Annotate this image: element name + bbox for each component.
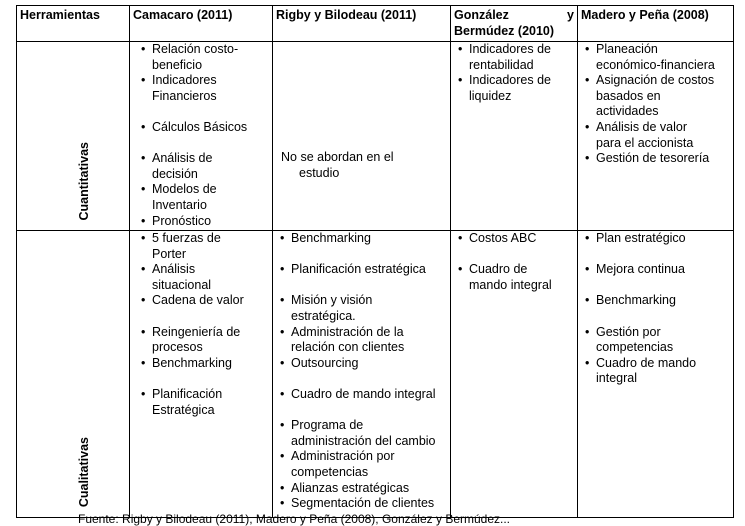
bullet-icon: • [280, 293, 285, 308]
list-item-text: económico-financiera [596, 57, 715, 72]
list-item-text: Relación costo- [152, 42, 239, 56]
list-item [578, 293, 733, 309]
list-item [273, 481, 450, 497]
list-item-text: Mejora continua [596, 262, 685, 277]
bullet-icon: • [141, 324, 146, 339]
list-item [273, 387, 450, 403]
list-item-text: Cálculos Básicos [152, 119, 248, 134]
list-item-text: Alianzas estratégicas [291, 480, 410, 495]
bullet-icon: • [141, 386, 146, 401]
list-item [578, 42, 733, 73]
list-item [451, 73, 577, 104]
list-item-text: relación con clientes [291, 340, 405, 355]
header-gonzalez: González y Bermúdez (2010) [451, 6, 578, 42]
list-item-text: integral [596, 371, 637, 386]
header-row [17, 6, 734, 42]
list-item [134, 387, 272, 418]
list-item [578, 151, 733, 167]
list-item-text: situacional [152, 277, 212, 292]
list-item [134, 73, 272, 104]
list-item [134, 356, 272, 372]
list-item-text: Benchmarking [152, 355, 232, 370]
list-item-text: Estratégica [152, 402, 215, 417]
list-item-text: Administración por [291, 449, 395, 464]
list-item [273, 418, 450, 449]
list-item [451, 231, 577, 247]
bullet-icon: • [141, 119, 146, 134]
list-item-text: Indicadores de [469, 42, 552, 56]
list-item-text: Análisis de valor [596, 119, 688, 134]
list-item [578, 120, 733, 151]
bullet-icon: • [280, 262, 285, 277]
list-item-text: 5 fuerzas de [152, 231, 221, 245]
list-item-text: Financieros [152, 88, 217, 103]
list-item [134, 325, 272, 356]
list-item [273, 262, 450, 278]
bullet-icon: • [585, 73, 590, 88]
list-item-text: Outsourcing [291, 355, 359, 370]
bullet-icon: • [280, 355, 285, 370]
list-item [273, 231, 450, 247]
list-item-text: Programa de [291, 418, 364, 433]
list-item-text: Modelos de [152, 182, 217, 197]
list-item-text: Cuadro de [469, 262, 528, 277]
list-item-text: Indicadores de [469, 73, 552, 88]
list-item [273, 293, 450, 324]
cell-cual-rigby [273, 231, 451, 518]
header-madero: Madero y Peña (2008) [578, 6, 734, 42]
row-cualitativas [17, 231, 734, 518]
list-item [134, 120, 272, 136]
list-item-text: Planificación estratégica [291, 262, 426, 277]
tools-table [16, 5, 734, 518]
list-item-text: Reingeniería de [152, 324, 241, 339]
list-item-text: decisión [152, 166, 198, 181]
list-item [273, 496, 450, 512]
header-rigby: Rigby y Bilodeau (2011) [273, 6, 451, 42]
bullet-icon: • [280, 231, 285, 245]
row-label-cell [17, 42, 130, 231]
bullet-icon: • [141, 182, 146, 197]
bullet-icon: • [141, 293, 146, 308]
list-item-text: procesos [152, 340, 203, 355]
row-label-cuantitativas: Cuantitativas [76, 141, 91, 220]
header-camacaro: Camacaro (2011) [130, 6, 273, 42]
list-item-text: Planificación [152, 386, 223, 401]
list-item [134, 214, 272, 230]
list-item-text: liquidez [469, 88, 512, 103]
cell-cuant-rigby: No se abordan en el estudio [273, 42, 451, 231]
list-item-text: administración del cambio [291, 433, 436, 448]
row-label-cualitativas: Cualitativas [76, 436, 91, 507]
list-item-text: actividades [596, 104, 659, 119]
list-item [578, 262, 733, 278]
row-cuantitativas [17, 42, 734, 231]
bullet-icon: • [141, 151, 146, 166]
cell-cual-madero [578, 231, 734, 518]
bullet-icon: • [585, 151, 590, 166]
list-item [578, 356, 733, 387]
list-item-text: Cuadro de mando integral [291, 386, 436, 401]
bullet-icon: • [585, 293, 590, 308]
list-item-text: Indicadores [152, 73, 217, 88]
list-item-text: competencias [596, 340, 674, 355]
list-item [134, 151, 272, 182]
list-item-text: rentabilidad [469, 57, 534, 72]
bullet-icon: • [280, 496, 285, 511]
list-item-text: beneficio [152, 57, 203, 72]
cell-cual-camacaro [130, 231, 273, 518]
list-item [134, 182, 272, 213]
list-item-text: Gestión por [596, 324, 661, 339]
list-item [134, 293, 272, 309]
cell-cuant-gonzalez [451, 42, 578, 231]
list-item-text: Cadena de valor [152, 293, 244, 308]
list-item [578, 73, 733, 120]
list-item [134, 231, 272, 262]
list-item-text: Plan estratégico [596, 231, 686, 245]
list-item-text: Administración de la [291, 324, 404, 339]
list-item [273, 325, 450, 356]
list-item-text: Benchmarking [291, 231, 371, 245]
bullet-icon: • [280, 418, 285, 433]
bullet-icon: • [280, 386, 285, 401]
list-item-text: Inventario [152, 197, 207, 212]
list-item-text: competencias [291, 464, 369, 479]
list-item [578, 231, 733, 247]
bullet-icon: • [585, 355, 590, 370]
cell-cuant-camacaro [130, 42, 273, 231]
bullet-icon: • [458, 231, 463, 245]
list-item-text: Costos ABC [469, 231, 537, 245]
bullet-icon: • [458, 73, 463, 88]
list-item [134, 42, 272, 73]
bullet-icon: • [585, 231, 590, 245]
list-item-text: para el accionista [596, 135, 694, 150]
bullet-icon: • [141, 213, 146, 228]
cell-cual-gonzalez [451, 231, 578, 518]
bullet-icon: • [141, 262, 146, 277]
list-item [273, 356, 450, 372]
row-label-cell [17, 231, 130, 518]
bullet-icon: • [458, 42, 463, 56]
cell-cuant-madero [578, 42, 734, 231]
list-item-text: Análisis [152, 262, 196, 277]
list-item [451, 42, 577, 73]
list-item-text: Pronóstico [152, 213, 212, 228]
list-item [451, 262, 577, 293]
list-item-text: Asignación de costos [596, 73, 715, 88]
bullet-icon: • [141, 355, 146, 370]
source-footer: Fuente: Rigby y Bilodeau (2011), Madero y Peña (2008), González y Bermúdez... [78, 512, 511, 526]
list-item-text: Segmentación de clientes [291, 496, 435, 511]
bullet-icon: • [141, 73, 146, 88]
list-item-text: Porter [152, 246, 187, 261]
list-item-text: Planeación [596, 42, 658, 56]
bullet-icon: • [458, 262, 463, 277]
bullet-icon: • [141, 231, 146, 245]
bullet-icon: • [585, 119, 590, 134]
list-item-text: Benchmarking [596, 293, 676, 308]
bullet-icon: • [585, 324, 590, 339]
list-item [134, 262, 272, 293]
list-item-text: Gestión de tesorería [596, 151, 710, 166]
list-item [273, 449, 450, 480]
bullet-icon: • [280, 480, 285, 495]
bullet-icon: • [141, 42, 146, 56]
bullet-icon: • [585, 42, 590, 56]
list-item-text: mando integral [469, 277, 552, 292]
header-herramientas: Herramientas [17, 6, 130, 42]
bullet-icon: • [280, 449, 285, 464]
bullet-icon: • [585, 262, 590, 277]
list-item [578, 325, 733, 356]
bullet-icon: • [280, 324, 285, 339]
list-item-text: estratégica. [291, 308, 356, 323]
list-item-text: basados en [596, 88, 661, 103]
list-item-text: Cuadro de mando [596, 355, 697, 370]
list-item-text: Misión y visión [291, 293, 373, 308]
list-item-text: Análisis de [152, 151, 213, 166]
